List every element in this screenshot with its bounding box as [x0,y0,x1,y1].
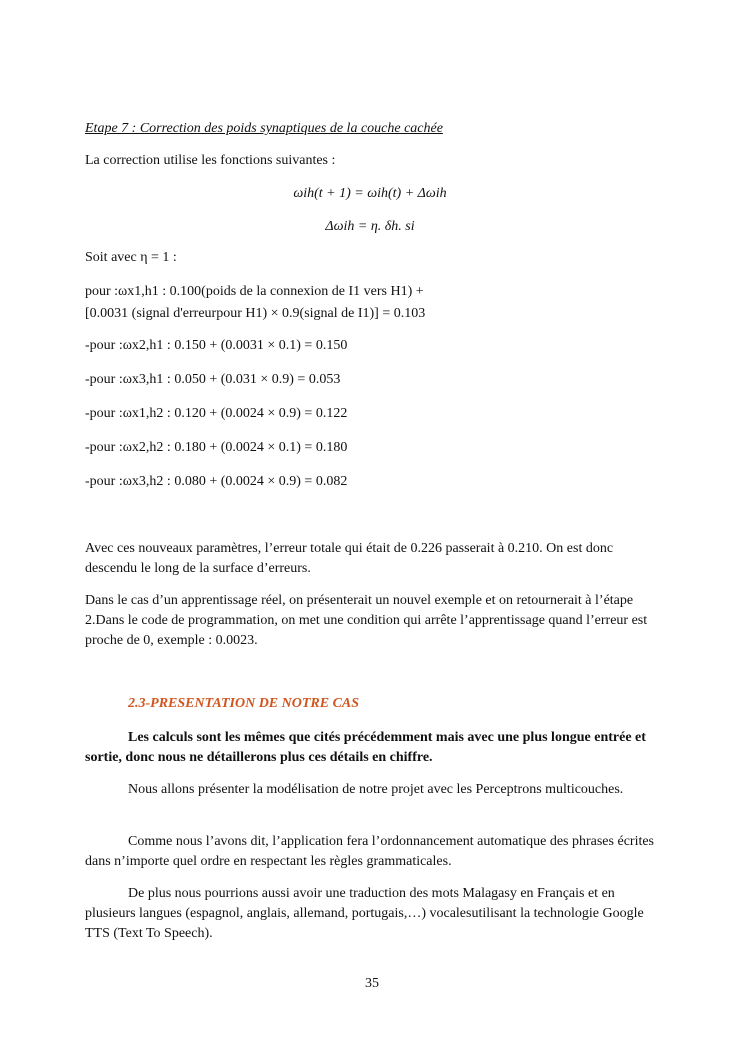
paragraph-learning: Dans le cas d’un apprentissage réel, on présenterait un nouvel exemple et on retournerait à l’étape 2.Dans le code de programmation, on met une condition qui arrête l’apprentissage quand l’erreur est proche de 0, exemple : 0.0023. [85,593,648,648]
pour-line-4: -pour :ωx1,h2 : 0.120 + (0.0024 × 0.9) = 0.122 [85,406,348,421]
section-heading: 2.3-PRESENTATION DE NOTRE CAS [128,696,360,711]
pour-line-2: -pour :ωx2,h1 : 0.150 + (0.0031 × 0.1) = 0.150 [85,338,348,353]
formula-update: ωih(t + 1) = ωih(t) + Δωih [293,186,447,201]
pour-line-5: -pour :ωx2,h2 : 0.180 + (0.0024 × 0.1) = 0.180 [85,440,348,455]
intro-text: La correction utilise les fonctions suivantes : [85,153,336,168]
step-title: Etape 7 : Correction des poids synaptiques de la couche cachée [85,121,443,136]
formula-delta: Δωih = η. δh. si [325,219,415,234]
paragraph-translation: De plus nous pourrions aussi avoir une traduction des mots Malagasy en Français et en plusieurs langues (espagnol, anglais, allemand, portugais,…) vocalesutilisant la technologie Google TTS (Text To Speech). [85,886,644,941]
paragraph-bold: Les calculs sont les mêmes que cités précédemment mais avec une plus longue entrée et sortie, donc nous ne détaillerons plus ces détails en chiffre. [85,730,646,765]
pour-line-3: -pour :ωx3,h1 : 0.050 + (0.031 × 0.9) = 0.053 [85,372,341,387]
paragraph-application: Comme nous l’avons dit, l’application fera l’ordonnancement automatique des phrases écrites dans n’importe quel ordre en respectant les règles grammaticales. [85,834,655,869]
pour-line-6: -pour :ωx3,h2 : 0.080 + (0.0024 × 0.9) = 0.082 [85,474,348,489]
pour-line-1a: pour :ωx1,h1 : 0.100(poids de la connexion de I1 vers H1) + [85,284,424,299]
eta-line: Soit avec η = 1 : [85,250,177,265]
paragraph-error: Avec ces nouveaux paramètres, l’erreur totale qui était de 0.226 passerait à 0.210. On est donc descendu le long de la surface d’erreurs. [85,541,614,576]
paragraph-model: Nous allons présenter la modélisation de notre projet avec les Perceptrons multicouches. [128,782,624,797]
pour-line-1b: [0.0031 (signal d'erreurpour H1) × 0.9(signal de I1)] = 0.103 [85,306,426,321]
page-number: 35 [365,976,379,991]
